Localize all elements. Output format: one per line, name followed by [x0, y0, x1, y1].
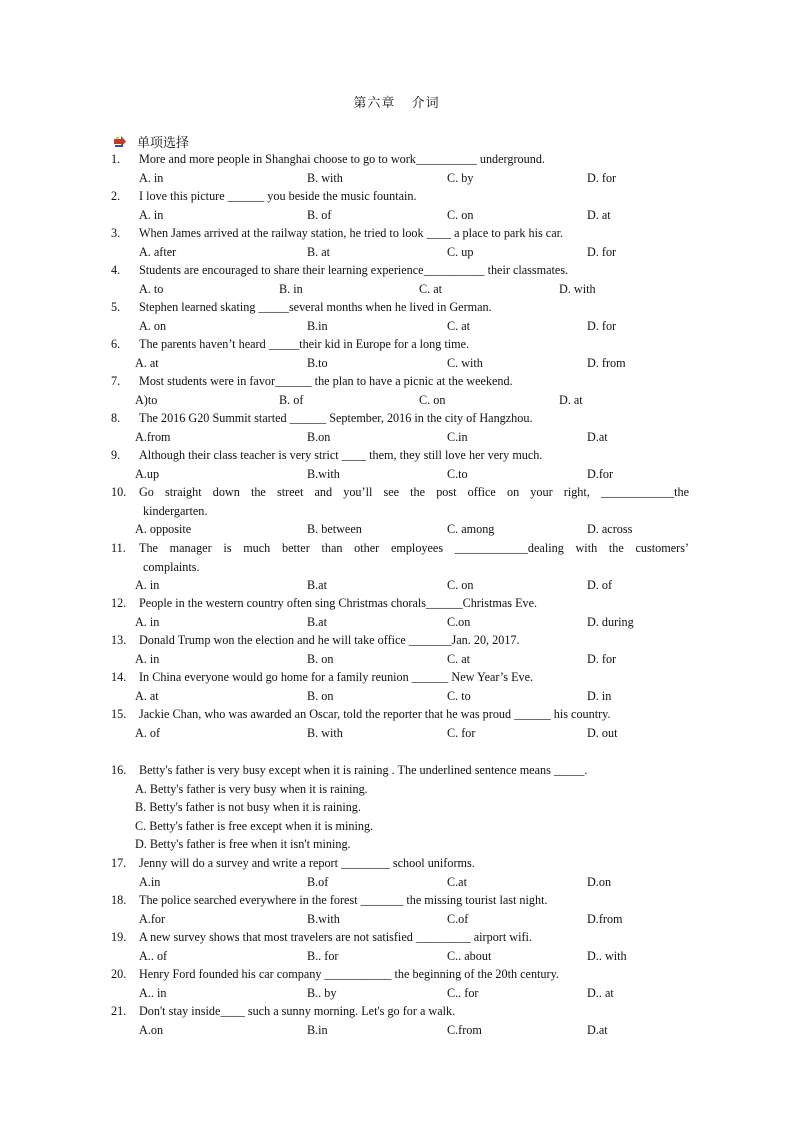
- option-choice: D. across: [587, 522, 633, 536]
- option-choice: A.for: [139, 911, 166, 926]
- option-choice: A. in: [135, 651, 160, 666]
- question-number: 5.: [111, 300, 121, 314]
- option-choice: A. on: [139, 318, 167, 333]
- question-item: [111, 372, 689, 409]
- question-number: 8.: [111, 411, 121, 425]
- question-stem: The parents haven’t heard _____their kid in Europe for a long time.: [139, 337, 470, 351]
- question-number: 11.: [111, 541, 126, 555]
- option-choice: B. between: [307, 522, 362, 536]
- question-item: [111, 409, 689, 446]
- options-row: [111, 428, 689, 447]
- option-choice: C. for: [447, 725, 476, 740]
- options-row: [111, 206, 689, 225]
- option-choice: D. during: [587, 614, 634, 629]
- question-item: [111, 150, 689, 187]
- question-stem: When James arrived at the railway station, he tried to look ____ a place to park his car.: [139, 226, 564, 240]
- option-choice: C.at: [447, 874, 467, 889]
- question-stem: Students are encouraged to share their learning experience__________ their classmates.: [139, 263, 569, 277]
- topic-label: 介词: [411, 95, 440, 110]
- option-choice: C. on: [447, 207, 474, 222]
- option-choice: C.. about: [447, 948, 492, 963]
- option-choice: A.on: [139, 1022, 164, 1037]
- option-choice: B.of: [307, 874, 329, 889]
- option-choice: D. with: [559, 281, 596, 296]
- option-choice: C. on: [419, 392, 446, 407]
- question-stem: The manager is much better than other employees ____________dealing with the customers’: [139, 541, 689, 555]
- question-item: [111, 761, 689, 854]
- question-stem: The police searched everywhere in the forest _______ the missing tourist last night.: [139, 893, 548, 907]
- page-title: [0, 92, 793, 111]
- option-choice: B.in: [307, 1022, 328, 1037]
- question-item: [111, 539, 689, 595]
- option-choice: C.on: [447, 614, 471, 629]
- option-choice: D. for: [587, 170, 617, 185]
- question-number: 1.: [111, 152, 121, 166]
- option-choice: D. for: [587, 318, 617, 333]
- options-row: [111, 520, 689, 539]
- question-stem: Go straight down the street and you’ll see the post office on your right, ____________the: [139, 485, 689, 499]
- question-number: 13.: [111, 633, 127, 647]
- option-choice: B.in: [307, 318, 328, 333]
- section-label: 单项选择: [137, 135, 190, 150]
- option-choice: C. with: [447, 355, 483, 370]
- option-choice: C. at: [447, 651, 471, 666]
- option-choice: C.to: [447, 466, 468, 481]
- option-choice: B. on: [307, 688, 334, 703]
- option-choice: A.. in: [139, 985, 167, 1000]
- question-number: 12.: [111, 596, 127, 610]
- options-row: [111, 724, 689, 743]
- option-choice: A. at: [135, 355, 159, 370]
- option-choice: A. opposite: [135, 522, 192, 536]
- question-item: [111, 1002, 689, 1039]
- question-stem: People in the western country often sing Christmas chorals______Christmas Eve.: [139, 596, 538, 610]
- option-choice: C.from: [447, 1022, 482, 1037]
- question-item: [111, 854, 689, 891]
- options-row: [111, 984, 689, 1003]
- question-item: [111, 631, 689, 668]
- options-row: [111, 576, 689, 595]
- option-choice: A.from: [135, 429, 171, 444]
- option-choice: A. in: [139, 170, 164, 185]
- question-item: [111, 224, 689, 261]
- question-item: [111, 668, 689, 705]
- option-choice: A.in: [139, 874, 161, 889]
- options-row: [111, 687, 689, 706]
- option-choice: C. on: [447, 578, 474, 592]
- option-choice: B.with: [307, 466, 340, 481]
- question-stem: Most students were in favor______ the plan to have a picnic at the weekend.: [139, 374, 513, 388]
- question-item: [111, 335, 689, 372]
- question-number: 3.: [111, 226, 121, 240]
- options-row: [111, 465, 689, 484]
- option-choice: B. at: [307, 244, 331, 259]
- question-stem: Don't stay inside____ such a sunny morning. Let's go for a walk.: [139, 1004, 456, 1018]
- question-stem: A new survey shows that most travelers are not satisfied _________ airport wifi.: [139, 930, 532, 944]
- option-choice: D.on: [587, 874, 612, 889]
- option-choice: C.. for: [447, 985, 479, 1000]
- option-choice: B. with: [307, 170, 343, 185]
- question-number: 6.: [111, 337, 121, 351]
- question-number: 16.: [111, 763, 127, 777]
- option-choice: A. after: [139, 244, 177, 259]
- option-choice: B.. by: [307, 985, 337, 1000]
- option-choice: D. for: [587, 651, 617, 666]
- option-choice: C. among: [447, 522, 495, 536]
- question-number: 4.: [111, 263, 121, 277]
- question-number: 10.: [111, 485, 127, 499]
- question-number: 2.: [111, 189, 121, 203]
- question-stem: Jackie Chan, who was awarded an Oscar, told the reporter that he was proud ______ his country.: [139, 707, 611, 721]
- section-heading: [113, 132, 189, 151]
- question-number: 19.: [111, 930, 127, 944]
- option-choice: C. by: [447, 170, 474, 185]
- question-stem: Donald Trump won the election and he will take office _______Jan. 20, 2017.: [139, 633, 520, 647]
- option-choice: B. in: [279, 281, 303, 296]
- question-item: [111, 928, 689, 965]
- option-choice: B.with: [307, 911, 340, 926]
- options-row: [111, 1021, 689, 1040]
- question-stem-continued: complaints.: [143, 559, 200, 574]
- question-stem: The 2016 G20 Summit started ______ September, 2016 in the city of Hangzhou.: [139, 411, 533, 425]
- option-choice: A. in: [135, 578, 160, 592]
- options-row: [111, 650, 689, 669]
- option-choice: A.. of: [139, 948, 168, 963]
- question-number: 7.: [111, 374, 121, 388]
- question-number: 9.: [111, 448, 121, 462]
- option-choice: B. of: [279, 392, 304, 407]
- question-number: 14.: [111, 670, 127, 684]
- options-row: [111, 354, 689, 373]
- option-choice: D. for: [587, 244, 617, 259]
- option-choice: C. up: [447, 244, 474, 259]
- chapter-label: 第六章: [353, 95, 396, 110]
- option-choice: C.in: [447, 429, 468, 444]
- option-choice: D. of: [587, 578, 613, 592]
- option-choice: B. with: [307, 725, 343, 740]
- option-choice: D. out: [587, 725, 618, 740]
- option-choice: D.at: [587, 1022, 608, 1037]
- option-choice: A. in: [139, 207, 164, 222]
- answer-choice-line: B. Betty's father is not busy when it is raining.: [135, 800, 361, 814]
- option-choice: D. in: [587, 688, 612, 703]
- option-choice: B. on: [307, 651, 334, 666]
- option-choice: D.for: [587, 466, 614, 481]
- option-choice: C. at: [447, 318, 471, 333]
- arrow-bullet-icon: [113, 135, 127, 149]
- option-choice: A. in: [135, 614, 160, 629]
- question-item: [111, 965, 689, 1002]
- answer-choice-line: A. Betty's father is very busy when it is raining.: [135, 781, 368, 796]
- option-choice: A. to: [139, 281, 164, 296]
- options-row: [111, 243, 689, 262]
- answer-choice-line: C. Betty's father is free except when it is mining.: [135, 818, 374, 833]
- question-item: [111, 446, 689, 483]
- question-number: 17.: [111, 856, 127, 870]
- question-stem: I love this picture ______ you beside the music fountain.: [139, 189, 417, 203]
- option-choice: B. of: [307, 207, 332, 222]
- option-choice: A. at: [135, 688, 159, 703]
- option-choice: D. at: [587, 207, 611, 222]
- option-choice: B.on: [307, 429, 331, 444]
- options-row: [111, 391, 689, 410]
- option-choice: B.at: [307, 614, 327, 629]
- options-row: [111, 613, 689, 632]
- answer-choice-line: D. Betty's father is free when it isn't mining.: [135, 837, 351, 851]
- option-choice: D.from: [587, 911, 623, 926]
- options-row: [111, 910, 689, 929]
- question-stem: Jenny will do a survey and write a report ________ school uniforms.: [139, 856, 475, 870]
- option-choice: D.at: [587, 429, 608, 444]
- options-row: [111, 947, 689, 966]
- option-choice: A.up: [135, 466, 160, 481]
- question-stem: In China everyone would go home for a family reunion ______ New Year’s Eve.: [139, 670, 534, 684]
- question-item: [111, 705, 689, 742]
- option-choice: A. of: [135, 725, 161, 740]
- question-number: 15.: [111, 707, 127, 721]
- option-choice: B.. for: [307, 948, 339, 963]
- option-choice: D.. with: [587, 948, 627, 963]
- question-item: [111, 187, 689, 224]
- options-row: [111, 280, 689, 299]
- options-row: [111, 317, 689, 336]
- question-stem-continued: kindergarten.: [143, 503, 208, 518]
- option-choice: C. at: [419, 281, 443, 296]
- question-stem: More and more people in Shanghai choose to go to work__________ underground.: [139, 152, 545, 166]
- question-item: [111, 594, 689, 631]
- question-stem: Stephen learned skating _____several months when he lived in German.: [139, 300, 492, 314]
- option-choice: C. to: [447, 688, 471, 703]
- question-number: 21.: [111, 1004, 127, 1018]
- question-item: [111, 483, 689, 539]
- question-stem: Although their class teacher is very strict ____ them, they still love her very much.: [139, 448, 543, 462]
- option-choice: D.. at: [587, 985, 614, 1000]
- option-choice: D. from: [587, 355, 626, 370]
- options-row: [111, 169, 689, 188]
- question-number: 20.: [111, 967, 127, 981]
- option-choice: B.to: [307, 355, 328, 370]
- options-row: [111, 873, 689, 892]
- question-item: [111, 298, 689, 335]
- option-choice: A)to: [135, 392, 158, 407]
- question-stem: Henry Ford founded his car company ___________ the beginning of the 20th century.: [139, 967, 559, 981]
- option-choice: B.at: [307, 578, 327, 592]
- question-number: 18.: [111, 893, 127, 907]
- question-stem: Betty's father is very busy except when it is raining . The underlined sentence means _____.: [139, 763, 588, 777]
- option-choice: C.of: [447, 911, 469, 926]
- question-item: [111, 891, 689, 928]
- question-item: [111, 261, 689, 298]
- option-choice: D. at: [559, 392, 583, 407]
